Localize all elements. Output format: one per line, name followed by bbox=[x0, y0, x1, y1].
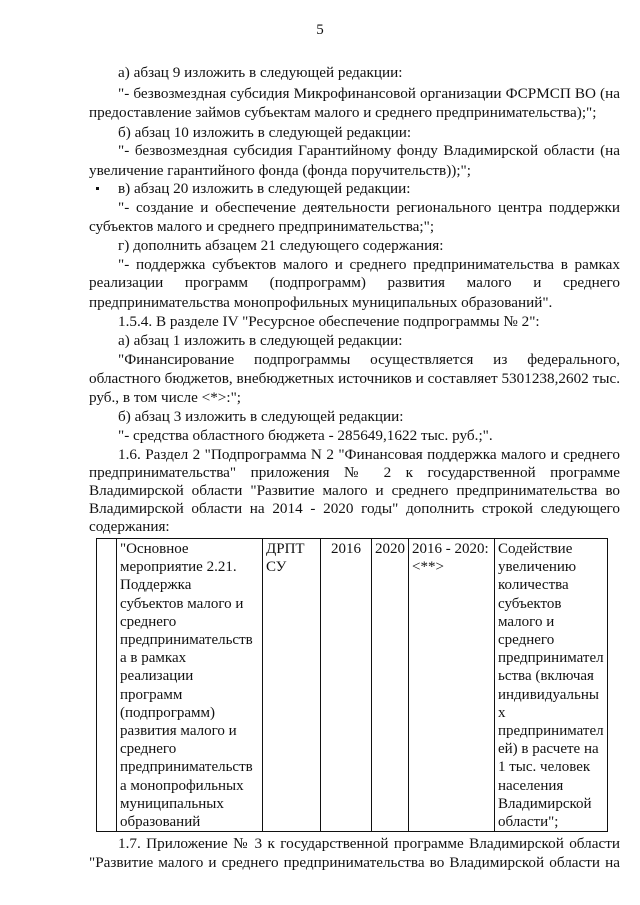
text-line: 1.7. Приложение № 3 к государственной программе Владимирской области bbox=[118, 835, 620, 852]
text-line: в) абзац 20 изложить в следующей редакции: bbox=[118, 180, 411, 197]
text-line: "- поддержка субъектов малого и среднего предпринимательства в рамках bbox=[118, 256, 620, 273]
table-cell-end-year: 2020 bbox=[372, 539, 409, 832]
bullet-mark bbox=[96, 187, 99, 190]
table-cell-start-year: 2016 bbox=[321, 539, 372, 832]
table-cell-period: 2016 - 2020: <**> bbox=[409, 539, 495, 832]
text-line: реализации программ (подпрограмм) развития малого и среднего bbox=[89, 274, 620, 291]
text-line: предпринимательства монопрофильных муниципальных образований". bbox=[89, 294, 553, 311]
text-line: увеличение гарантийного фонда (фонда поручительств));"; bbox=[89, 162, 471, 179]
table-cell-executor: ДРПТ СУ bbox=[263, 539, 321, 832]
text-line: Владимирской области "Развитие малого и среднего предпринимательства во bbox=[89, 482, 620, 499]
text-line: 1.6. Раздел 2 "Подпрограмма N 2 "Финансовая поддержка малого и среднего bbox=[118, 446, 620, 463]
text-line: руб., в том числе <*>:"; bbox=[89, 389, 242, 406]
text-line: содержания: bbox=[89, 518, 170, 535]
text-line: "- безвозмездная субсидия Микрофинансовой организации ФСРМСП ВО (на bbox=[118, 85, 620, 102]
table-row bbox=[97, 539, 608, 832]
text-line: а) абзац 9 изложить в следующей редакции: bbox=[118, 64, 403, 81]
table-cell-result: Содействие увеличению количества субъектов малого и среднего предпринимател ьства (включая индивидуальны х предпринимател ей) в расчете на 1 тыс. человек населения Владимирской области"; bbox=[495, 539, 608, 832]
text-line: субъектов малого и среднего предпринимательства;"; bbox=[89, 218, 435, 235]
text-line: "- безвозмездная субсидия Гарантийному фонду Владимирской области (на bbox=[118, 142, 620, 159]
text-line: предпринимательства" приложения № 2 к государственной программе bbox=[89, 464, 620, 481]
text-line: "Развитие малого и среднего предпринимательства во Владимирской области на bbox=[89, 854, 620, 871]
text-line: а) абзац 1 изложить в следующей редакции: bbox=[118, 332, 403, 349]
text-line: предоставление займов субъектам малого и среднего предпринимательства);"; bbox=[89, 104, 597, 121]
inserted-table-row bbox=[96, 538, 608, 832]
text-line: "Финансирование подпрограммы осуществляется из федерального, bbox=[118, 351, 620, 368]
table-cell-measure: "Основное мероприятие 2.21. Поддержка субъектов малого и среднего предпринимательств а в рамках реализации программ (подпрограмм) развития малого и среднего предпринимательств а монопрофильных муниципальных образований bbox=[117, 539, 263, 832]
text-line: Владимирской области на 2014 - 2020 годы" дополнить строкой следующего bbox=[89, 500, 620, 517]
page-number: 5 bbox=[316, 22, 324, 38]
text-line: "- средства областного бюджета - 285649,1622 тыс. руб.;". bbox=[118, 427, 493, 444]
table-cell-empty bbox=[97, 539, 117, 832]
text-line: областного бюджетов, внебюджетных источников и составляет 5301238,2602 тыс. bbox=[89, 370, 620, 387]
text-line: 1.5.4. В разделе IV "Ресурсное обеспечение подпрограммы № 2": bbox=[118, 313, 540, 330]
text-line: б) абзац 3 изложить в следующей редакции: bbox=[118, 408, 404, 425]
text-line: б) абзац 10 изложить в следующей редакции: bbox=[118, 124, 412, 141]
text-line: г) дополнить абзацем 21 следующего содержания: bbox=[118, 237, 444, 254]
text-line: "- создание и обеспечение деятельности регионального центра поддержки bbox=[118, 199, 620, 216]
